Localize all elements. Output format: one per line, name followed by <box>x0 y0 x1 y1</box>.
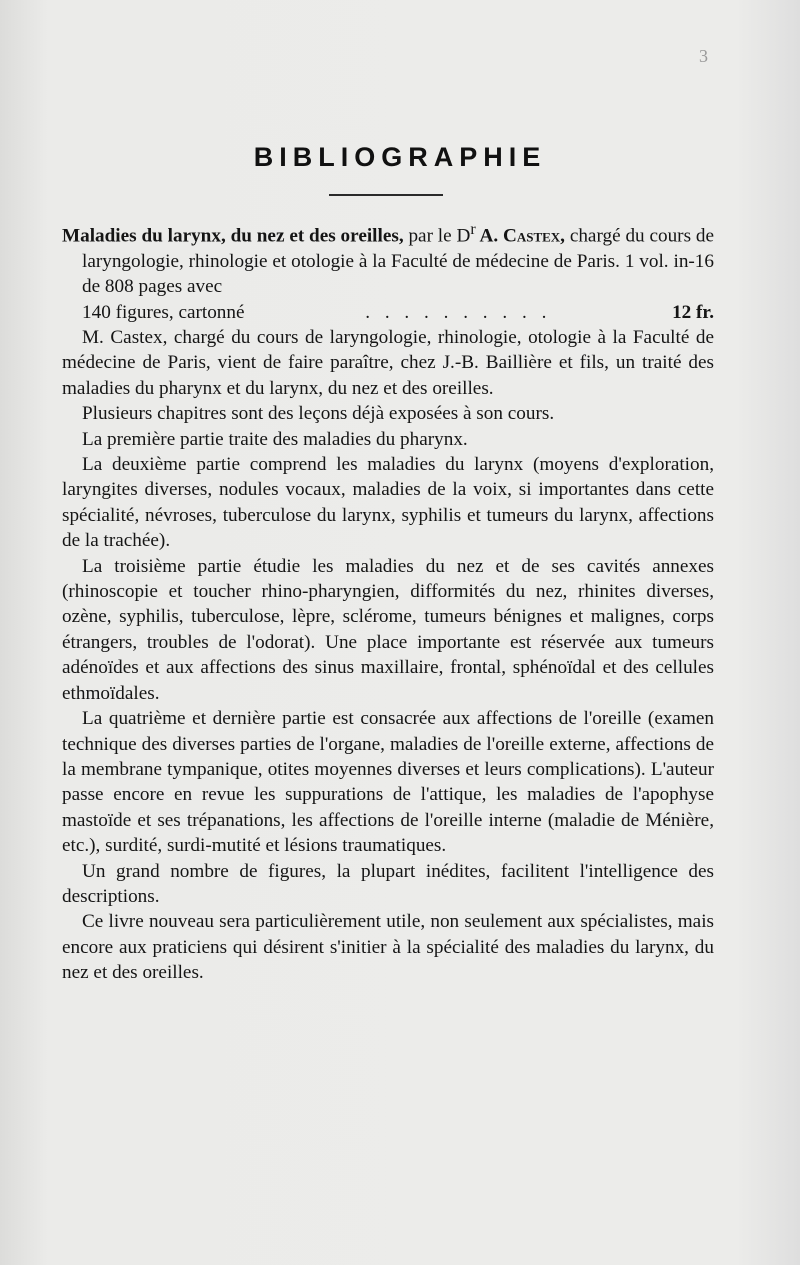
price-line <box>62 300 714 325</box>
entry-by-sup: r <box>470 221 476 238</box>
entry-details: chargé du cours de laryngologie, rhinologie et otologie à la Faculté de médecine de Paris. 1 vol. in-16 de 808 pages avec <box>82 225 714 298</box>
book-author: A. Castex, <box>475 225 565 247</box>
review-paragraph: La deuxième partie comprend les maladies du larynx (moyens d'exploration, laryngites diverses, nodules vocaux, maladies de la voix, si importantes dans cette spécialité, névroses, tuberculose du larynx, syphilis et tumeurs du larynx, affections de la trachée). <box>62 454 714 552</box>
page-title: BIBLIOGRAPHIE <box>253 142 547 172</box>
page-content <box>62 217 714 986</box>
entry-by: par le D <box>403 225 471 247</box>
page-number: 3 <box>699 46 708 66</box>
title-divider <box>329 194 443 196</box>
entry-description <box>62 217 714 300</box>
review-paragraph: Un grand nombre de figures, la plupart inédites, facilitent l'intelligence des descriptions. <box>62 860 714 907</box>
review-paragraph: M. Castex, chargé du cours de laryngologie, rhinologie, otologie à la Faculté de médecine de Paris, vient de faire paraître, chez J.-B. Baillière et fils, un traité des maladies du pharynx et du larynx, du nez et des oreilles. <box>62 327 714 399</box>
entry-price: 12 fr. <box>672 301 714 323</box>
bibliography-entry <box>62 217 714 325</box>
review-paragraph: Plusieurs chapitres sont des leçons déjà exposées à son cours. <box>82 403 555 425</box>
entry-format: 140 figures, cartonné <box>82 301 245 323</box>
book-title: Maladies du larynx, du nez et des oreilles, <box>62 225 404 247</box>
review-paragraph: La troisième partie étudie les maladies du nez et de ses cavités annexes (rhinoscopie et toucher rhino-pharyngien, difformités du nez, rhinites diverses, ozène, syphilis, tuberculose, lèpre, sclérome, tumeurs bénignes et malignes, corps étrangers, troubles de l'odorat). Une place importante est réservée aux tumeurs adénoïdes et aux affections des sinus maxillaire, frontal, sphénoïdal et des cellules ethmoïdales. <box>62 555 714 704</box>
review-paragraph: La quatrième et dernière partie est consacrée aux affections de l'oreille (examen technique des diverses parties de l'organe, maladies de l'oreille externe, affections de la membrane tympanique, otites moyennes diverses et leurs complications). L'auteur passe encore en revue les suppurations de l'attique, les maladies de l'apophyse mastoïde et ses trépanations, les affections de l'oreille interne (maladie de Ménière, etc.), surdité, surdi-mutité et lésions traumatiques. <box>62 708 714 857</box>
review-paragraph: Ce livre nouveau sera particulièrement utile, non seulement aux spécialistes, mais encore aux praticiens qui désirent s'initier à la spécialité des maladies du larynx, du nez et des oreilles. <box>62 911 714 984</box>
review-paragraph: La première partie traite des maladies du pharynx. <box>82 428 468 450</box>
leader-dots: . . . . . . . . . . <box>365 301 552 323</box>
